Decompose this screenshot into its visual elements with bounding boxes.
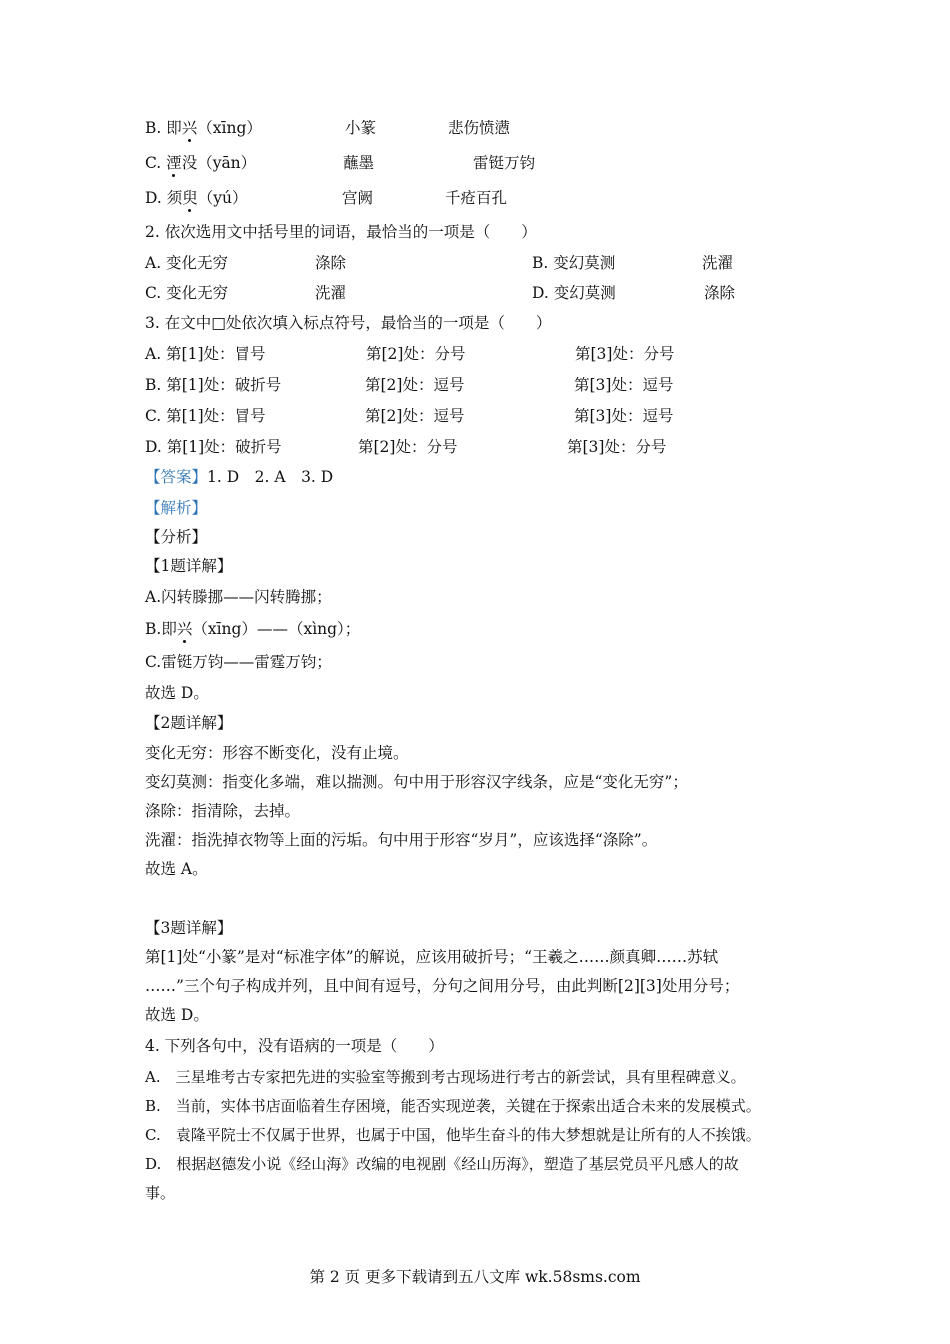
q3-option-d: D. 第[1]处：破折号 第[2]处：分号 第[3]处：分号	[145, 438, 667, 456]
detail2-line1: 变化无穷：形容不断变化，没有止境。	[145, 744, 409, 762]
q4-option-a: A. 三星堆考古专家把先进的实验室等搬到考古现场进行考古的新尝试，具有里程碑意义。	[145, 1068, 746, 1086]
q1-c-word3: 雷铤万钧	[473, 154, 536, 172]
q1-d-word2: 宫阙	[342, 189, 374, 207]
q4-option-b: B. 当前，实体书店面临着生存困境，能否实现逆袭，关键在于探索出适合未来的发展模式。	[145, 1097, 761, 1115]
detail1-line4: 故选 D。	[145, 684, 209, 702]
detail3-line2: ……”三个句子构成并列，且中间有逗号，分句之间用分号，由此判断[2][3]处用分号；	[145, 977, 740, 995]
q3-option-c: C. 第[1]处：冒号 第[2]处：逗号 第[3]处：逗号	[145, 407, 674, 425]
detail1-line3: C.雷铤万钧——雷霆万钧；	[145, 653, 332, 671]
q2-stem: 2. 依次选用文中括号里的词语，最恰当的一项是（ ）	[145, 223, 537, 241]
answer-label: 【答案】	[145, 468, 208, 486]
q1-d-word3: 千疮百孔	[445, 189, 508, 207]
q4-stem: 4. 下列各句中，没有语病的一项是（ ）	[145, 1037, 444, 1055]
answer-line	[145, 467, 333, 487]
detail2-line3: 涤除：指清除，去掉。	[145, 802, 301, 820]
q1-b-word2: 小篆	[345, 119, 377, 137]
q1-option-b: B. 即兴（xīng） 小篆 悲伤愤懑	[145, 119, 511, 137]
q2-options-cd: C. 变化无穷 洗濯 D. 变幻莫测 涤除	[145, 284, 736, 302]
dotted-char: 臾	[182, 189, 198, 207]
q3-option-b: B. 第[1]处：破折号 第[2]处：逗号 第[3]处：逗号	[145, 376, 674, 394]
q1-b-word3: 悲伤愤懑	[448, 119, 511, 137]
dotted-char: 湮	[166, 154, 182, 172]
page-footer: 第 2 页 更多下载请到五八文库 wk.58sms.com	[309, 1268, 641, 1286]
detail3-line1: 第[1]处“小篆”是对“标准字体”的解说，应该用破折号；“王羲之……颜真卿……苏轼	[145, 948, 719, 966]
q3-option-a: A. 第[1]处：冒号 第[2]处：分号 第[3]处：分号	[145, 345, 675, 363]
detail1-line1: A.闪转滕挪——闪转腾挪；	[145, 588, 332, 606]
detail1-title: 【1题详解】	[145, 557, 233, 575]
detail3-line3: 故选 D。	[145, 1006, 209, 1024]
q4-option-d-line1: D. 根据赵德发小说《经山海》改编的电视剧《经山历海》，塑造了基层党员平凡感人的故	[145, 1155, 739, 1173]
q1-option-c: C. 湮没（yān） 蘸墨 雷铤万钧	[145, 154, 536, 172]
detail3-title: 【3题详解】	[145, 919, 233, 937]
q2-options-ab: A. 变化无穷 涤除 B. 变幻莫测 洗濯	[145, 254, 734, 272]
dotted-char: 兴	[181, 119, 198, 137]
answer-text: 1. D 2. A 3. D	[207, 468, 334, 486]
detail2-line4: 洗濯：指洗掉衣物等上面的污垢。句中用于形容“岁月”，应该选择“涤除”。	[145, 831, 658, 849]
detail2-line5: 故选 A。	[145, 860, 208, 878]
fenxi-label: 【分析】	[145, 528, 208, 546]
q1-c-word2: 蘸墨	[343, 154, 375, 172]
q1-option-d: D. 须臾（yú） 宫阙 千疮百孔	[145, 189, 508, 207]
dotted-char: 兴	[176, 620, 193, 638]
q3-stem: 3. 在文中□处依次填入标点符号，最恰当的一项是（ ）	[145, 314, 552, 332]
q4-option-c: C. 袁隆平院士不仅属于世界，也属于中国，他毕生奋斗的伟大梦想就是让所有的人不挨饿。	[145, 1126, 761, 1144]
detail2-title: 【2题详解】	[145, 714, 233, 732]
analysis-label: 【解析】	[145, 499, 208, 517]
q4-option-d-line2: 事。	[145, 1184, 176, 1202]
detail2-line2: 变幻莫测：指变化多端，难以揣测。句中用于形容汉字线条，应是“变化无穷”；	[145, 773, 688, 791]
detail1-line2: B.即兴（xīng）——（xìng）；	[145, 620, 361, 638]
